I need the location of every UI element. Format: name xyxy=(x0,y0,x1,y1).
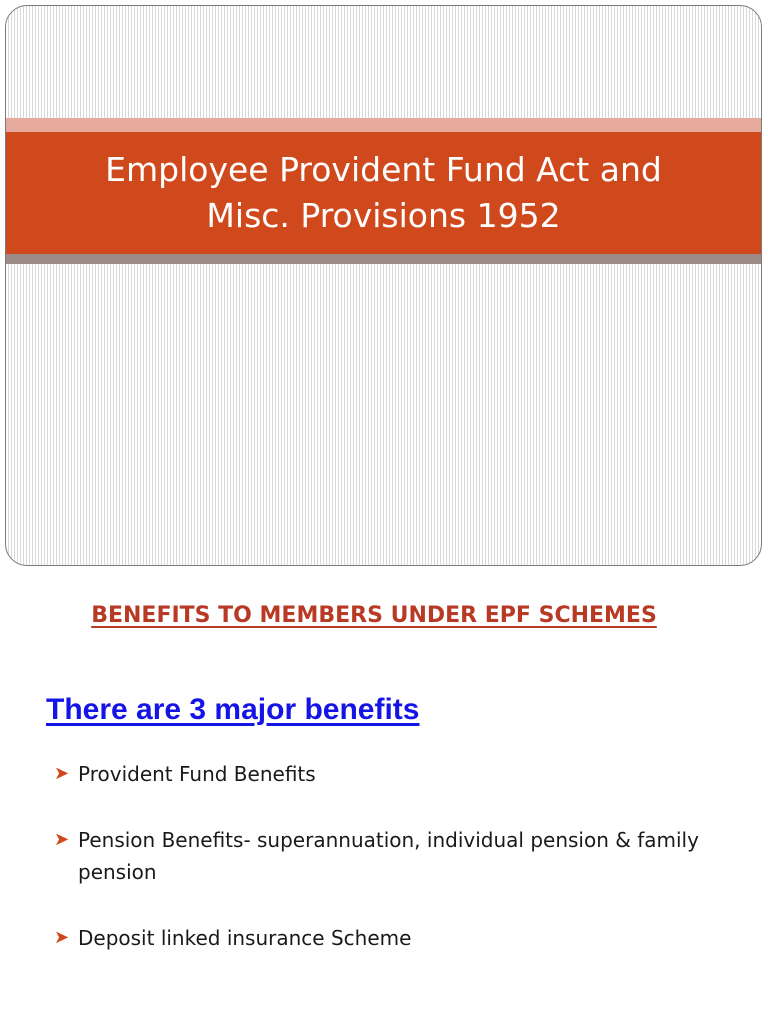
list-item xyxy=(54,824,734,888)
list-item xyxy=(54,758,734,790)
list-item-text: Pension Benefits- superannuation, individual pension & family pension xyxy=(78,828,699,884)
title-slide xyxy=(5,5,762,566)
benefits-subheading: There are 3 major benefits xyxy=(46,693,420,726)
title-band-top-stripe xyxy=(6,118,761,132)
benefits-list xyxy=(54,758,734,954)
section-heading: BENEFITS TO MEMBERS UNDER EPF SCHEMES xyxy=(91,603,657,628)
slide-title-line-1: Employee Provident Fund Act and xyxy=(105,150,662,189)
list-item-text: Deposit linked insurance Scheme xyxy=(78,926,412,950)
list-item xyxy=(54,922,734,954)
list-item-text: Provident Fund Benefits xyxy=(78,762,316,786)
chevron-right-icon: ➤ xyxy=(54,927,70,948)
chevron-right-icon: ➤ xyxy=(54,763,70,784)
title-band xyxy=(6,132,761,254)
title-band-bottom-stripe xyxy=(6,254,761,264)
slide-title-line-2: Misc. Provisions 1952 xyxy=(206,196,561,235)
chevron-right-icon: ➤ xyxy=(54,829,70,850)
